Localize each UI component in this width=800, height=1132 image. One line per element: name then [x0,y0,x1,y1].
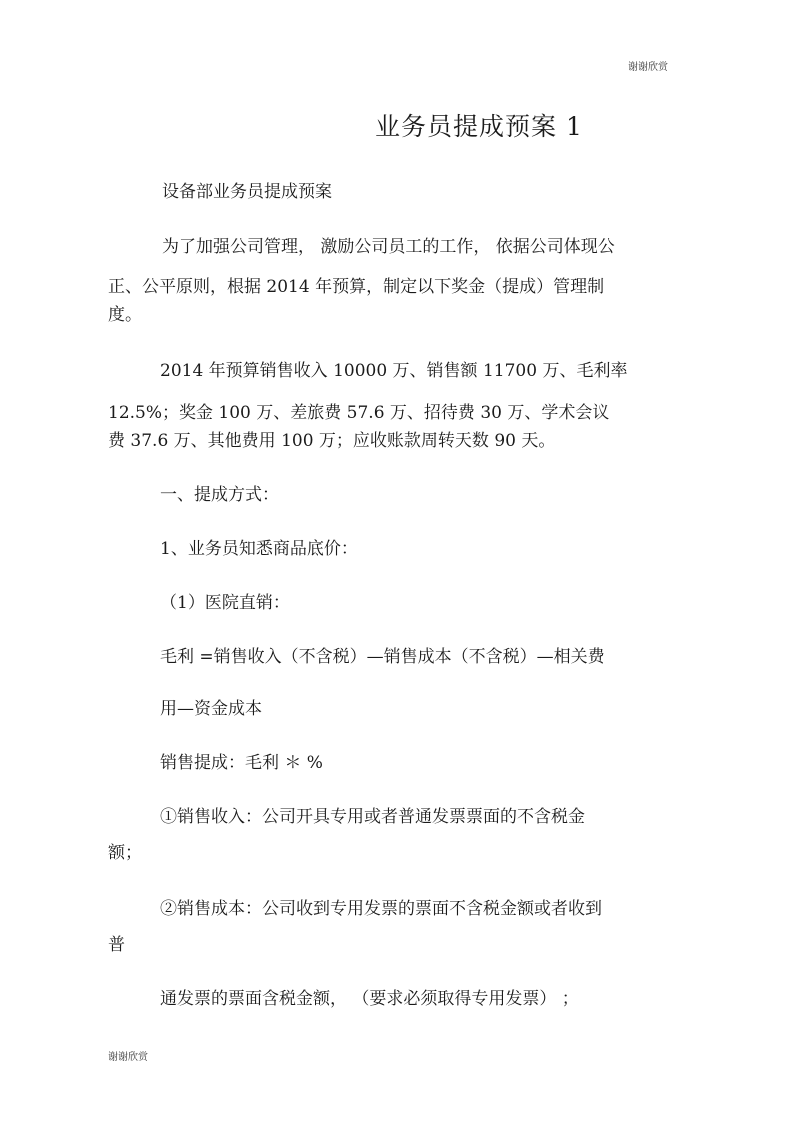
budget-line-2: 12.5%；奖金 100 万、差旅费 57.6 万、招待费 30 万、学术会议 [108,403,610,423]
item-heading: 1、业务员知悉商品底价： [160,539,358,559]
formula-line-1: 毛利 =销售收入（不含税）—销售成本（不含税）—相关费 [160,647,605,667]
section-heading: 一、提成方式： [160,485,279,505]
formula-line-2: 用—资金成本 [160,699,262,719]
note-1-line-2: 额； [108,843,142,863]
note-2-line-1: ②销售成本：公司收到专用发票的票面不含税金额或者收到 [160,899,602,919]
commission-formula: 销售提成：毛利 ＊ % [160,753,323,773]
note-3: 通发票的票面含税金额， （要求必须取得专用发票） ； [160,989,579,1009]
page-header: 谢谢欣赏 [628,62,668,73]
note-1-line-1: ①销售收入：公司开具专用或者普通发票票面的不含税金 [160,807,585,827]
intro-line-1: 为了加强公司管理， 激励公司员工的工作， 依据公司体现公 [162,237,615,257]
subtitle: 设备部业务员提成预案 [162,182,332,202]
budget-line-1: 2014 年预算销售收入 10000 万、销售额 11700 万、毛利率 [160,361,628,381]
intro-line-2: 正、公平原则，根据 2014 年预算，制定以下奖金（提成）管理制 [108,277,605,297]
budget-line-3: 费 37.6 万、其他费用 100 万；应收账款周转天数 90 天。 [108,431,556,451]
document-title: 业务员提成预案 1 [375,112,583,141]
page-footer: 谢谢欣赏 [108,1052,148,1063]
note-2-line-2: 普 [108,935,125,955]
intro-line-3: 度。 [108,305,142,325]
subitem-heading: （1）医院直销： [160,593,290,613]
